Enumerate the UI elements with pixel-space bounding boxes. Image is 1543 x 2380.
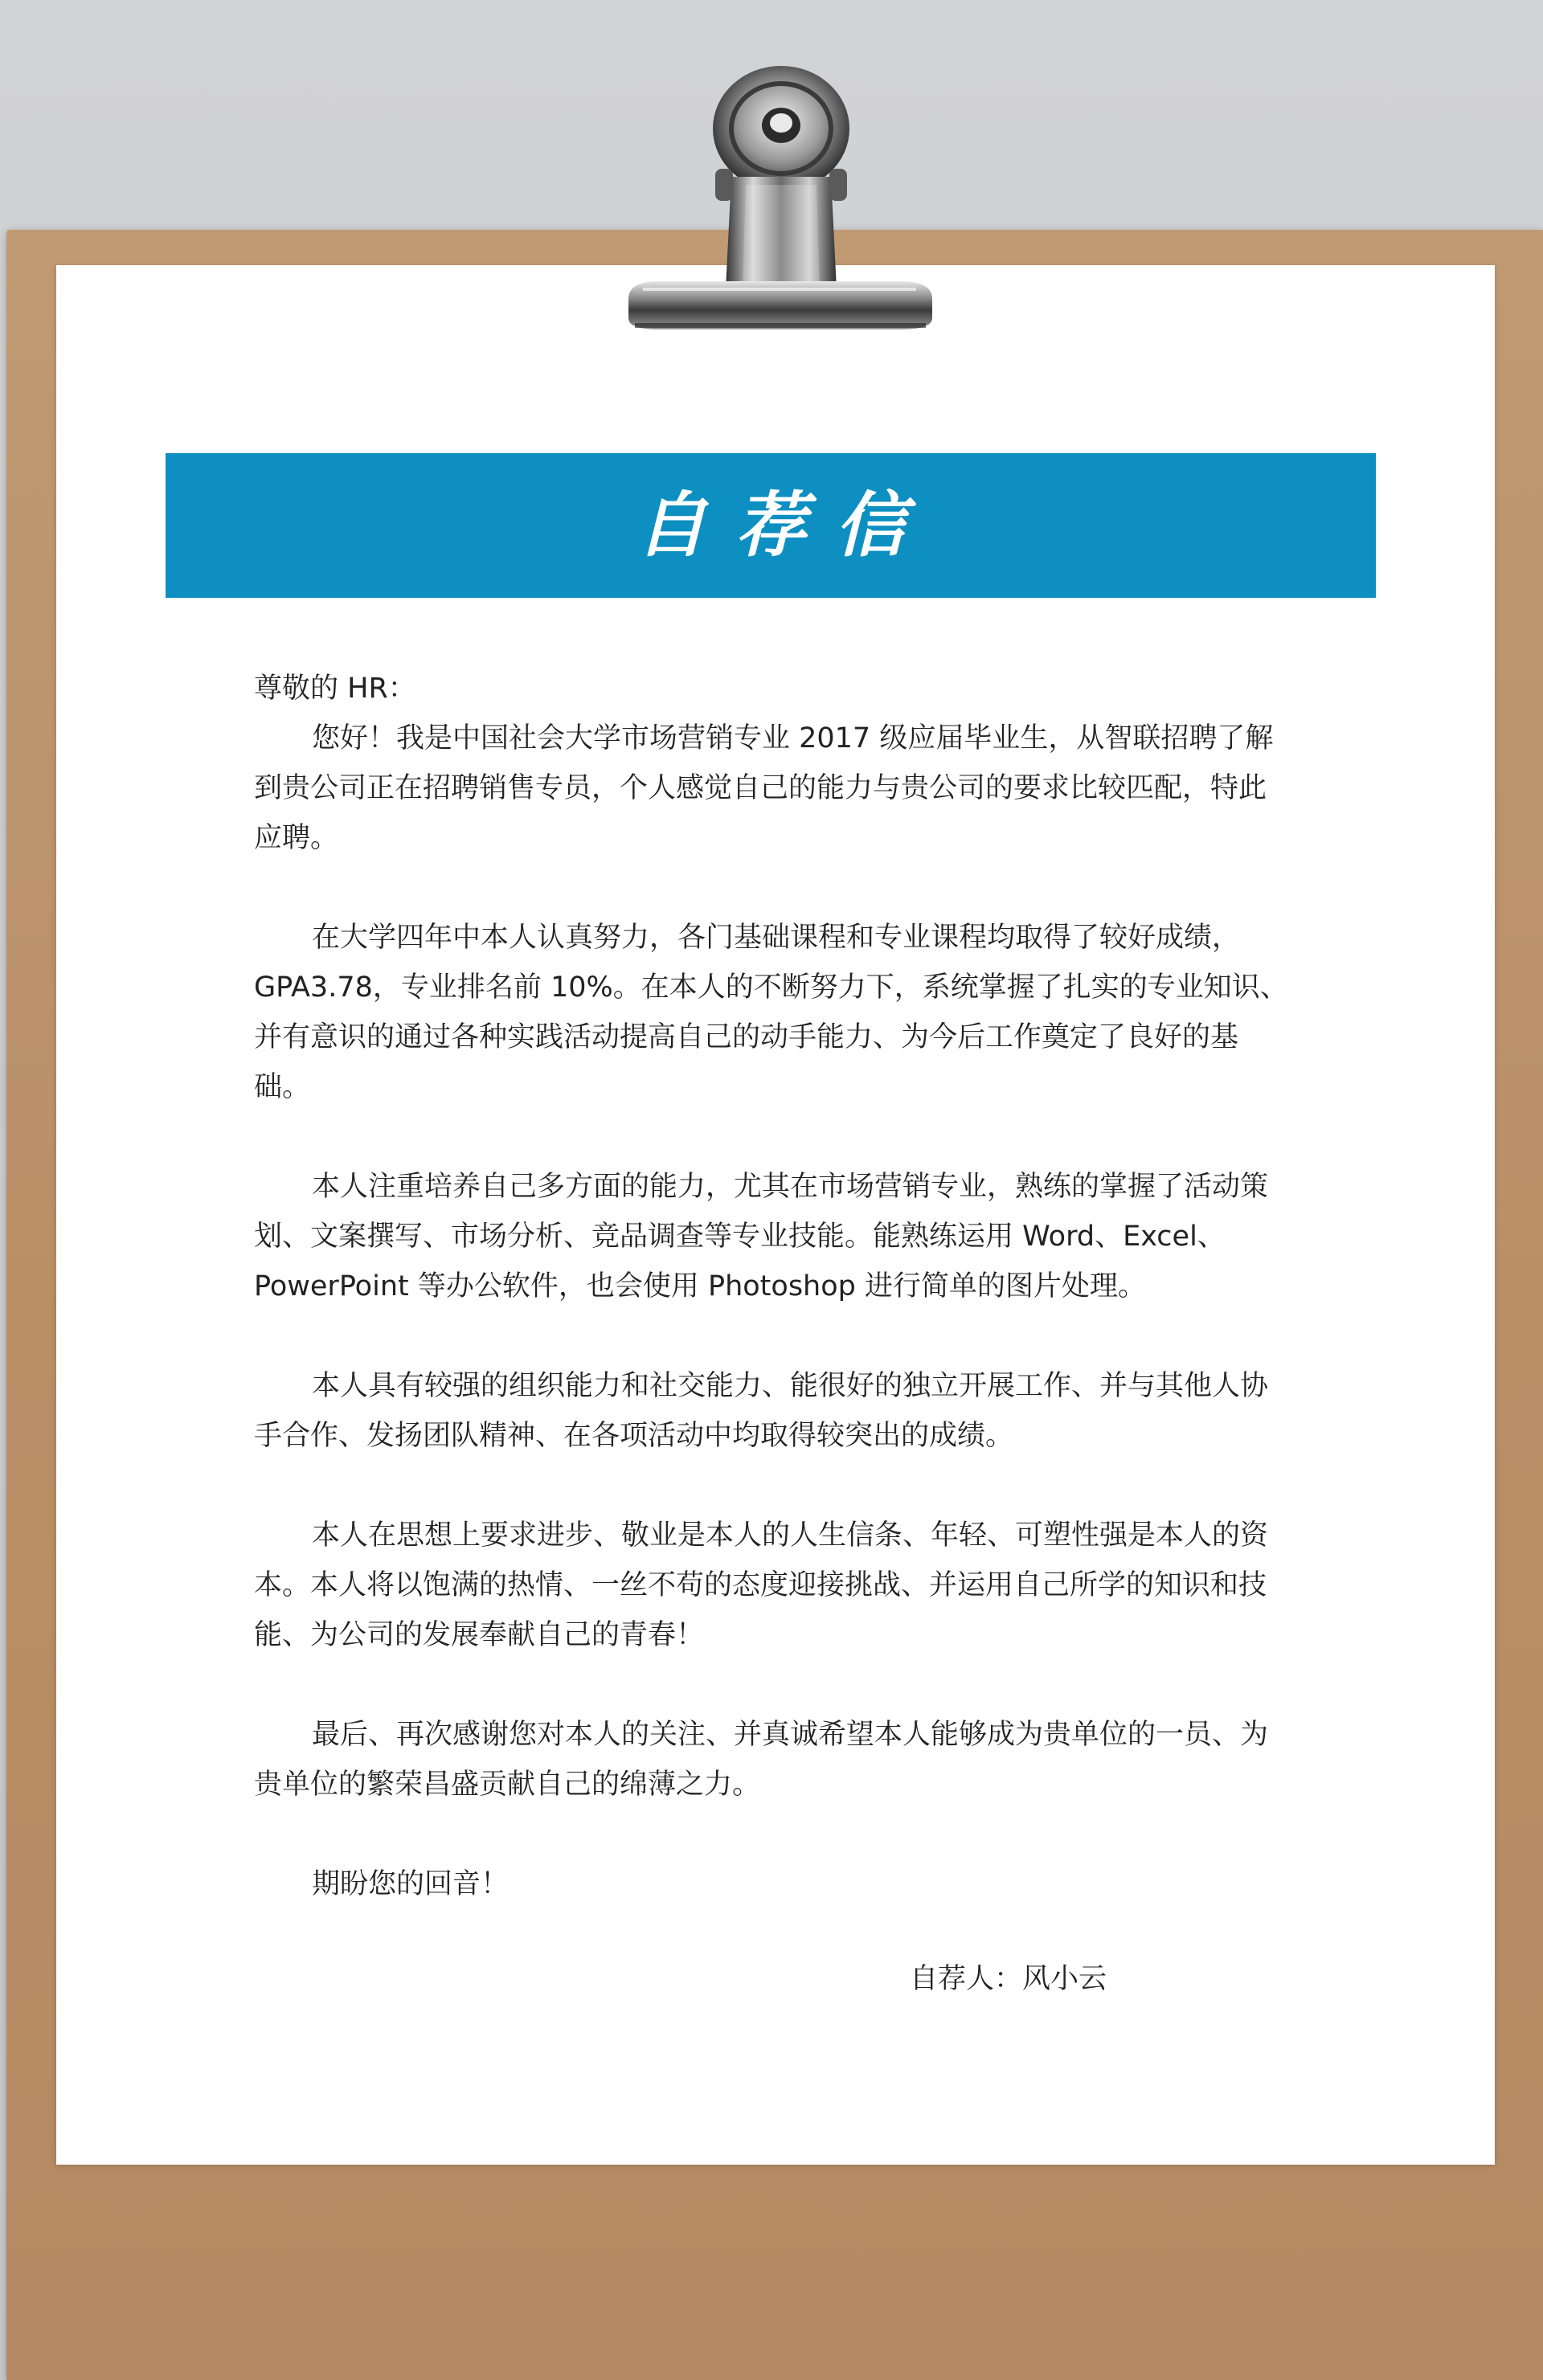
- paragraph-attitude: 本人在思想上要求进步、敬业是本人的人生信条、年轻、可塑性强是本人的资本。本人将以饱满的热情、一丝不苟的态度迎接挑战、并运用自己所学的知识和技能、为公司的发展奉献自己的青春！: [254, 1519, 1269, 1651]
- paragraph-teamwork: 本人具有较强的组织能力和社交能力、能很好的独立开展工作、并与其他人协手合作、发扬团队精神、在各项活动中均取得较突出的成绩。: [254, 1370, 1269, 1452]
- title-banner: [166, 453, 1376, 598]
- binder-clip-icon: [611, 48, 948, 354]
- signature: 自荐人：风小云: [910, 1963, 1107, 1995]
- paragraph-academics: 在大学四年中本人认真努力，各门基础课程和专业课程均取得了较好成绩，GPA3.78，专业排名前 10%。在本人的不断努力下，系统掌握了扎实的专业知识、并有意识的通过各种实践活动提高自己的动手能力、为今后工作奠定了良好的基础。: [254, 922, 1288, 1103]
- closing-line: 期盼您的回音！: [312, 1868, 510, 1900]
- salutation: 尊敬的 HR：: [254, 673, 416, 705]
- paragraph-intro: 您好！我是中国社会大学市场营销专业 2017 级应届毕业生，从智联招聘了解到贵公司正在招聘销售专员，个人感觉自己的能力与贵公司的要求比较匹配，特此应聘。: [254, 722, 1274, 854]
- letter-title: 自荐信: [635, 484, 935, 566]
- paragraph-skills: 本人注重培养自己多方面的能力，尤其在市场营销专业，熟练的掌握了活动策划、文案撰写、市场分析、竞品调查等专业技能。能熟练运用 Word、Excel、PowerPoint 等办公软件，也会使用 Photoshop 进行简单的图片处理。: [254, 1171, 1269, 1302]
- paragraph-thanks: 最后、再次感谢您对本人的关注、并真诚希望本人能够成为贵单位的一员、为贵单位的繁荣昌盛贡献自己的绵薄之力。: [254, 1719, 1269, 1801]
- letter-body: [254, 664, 1291, 2004]
